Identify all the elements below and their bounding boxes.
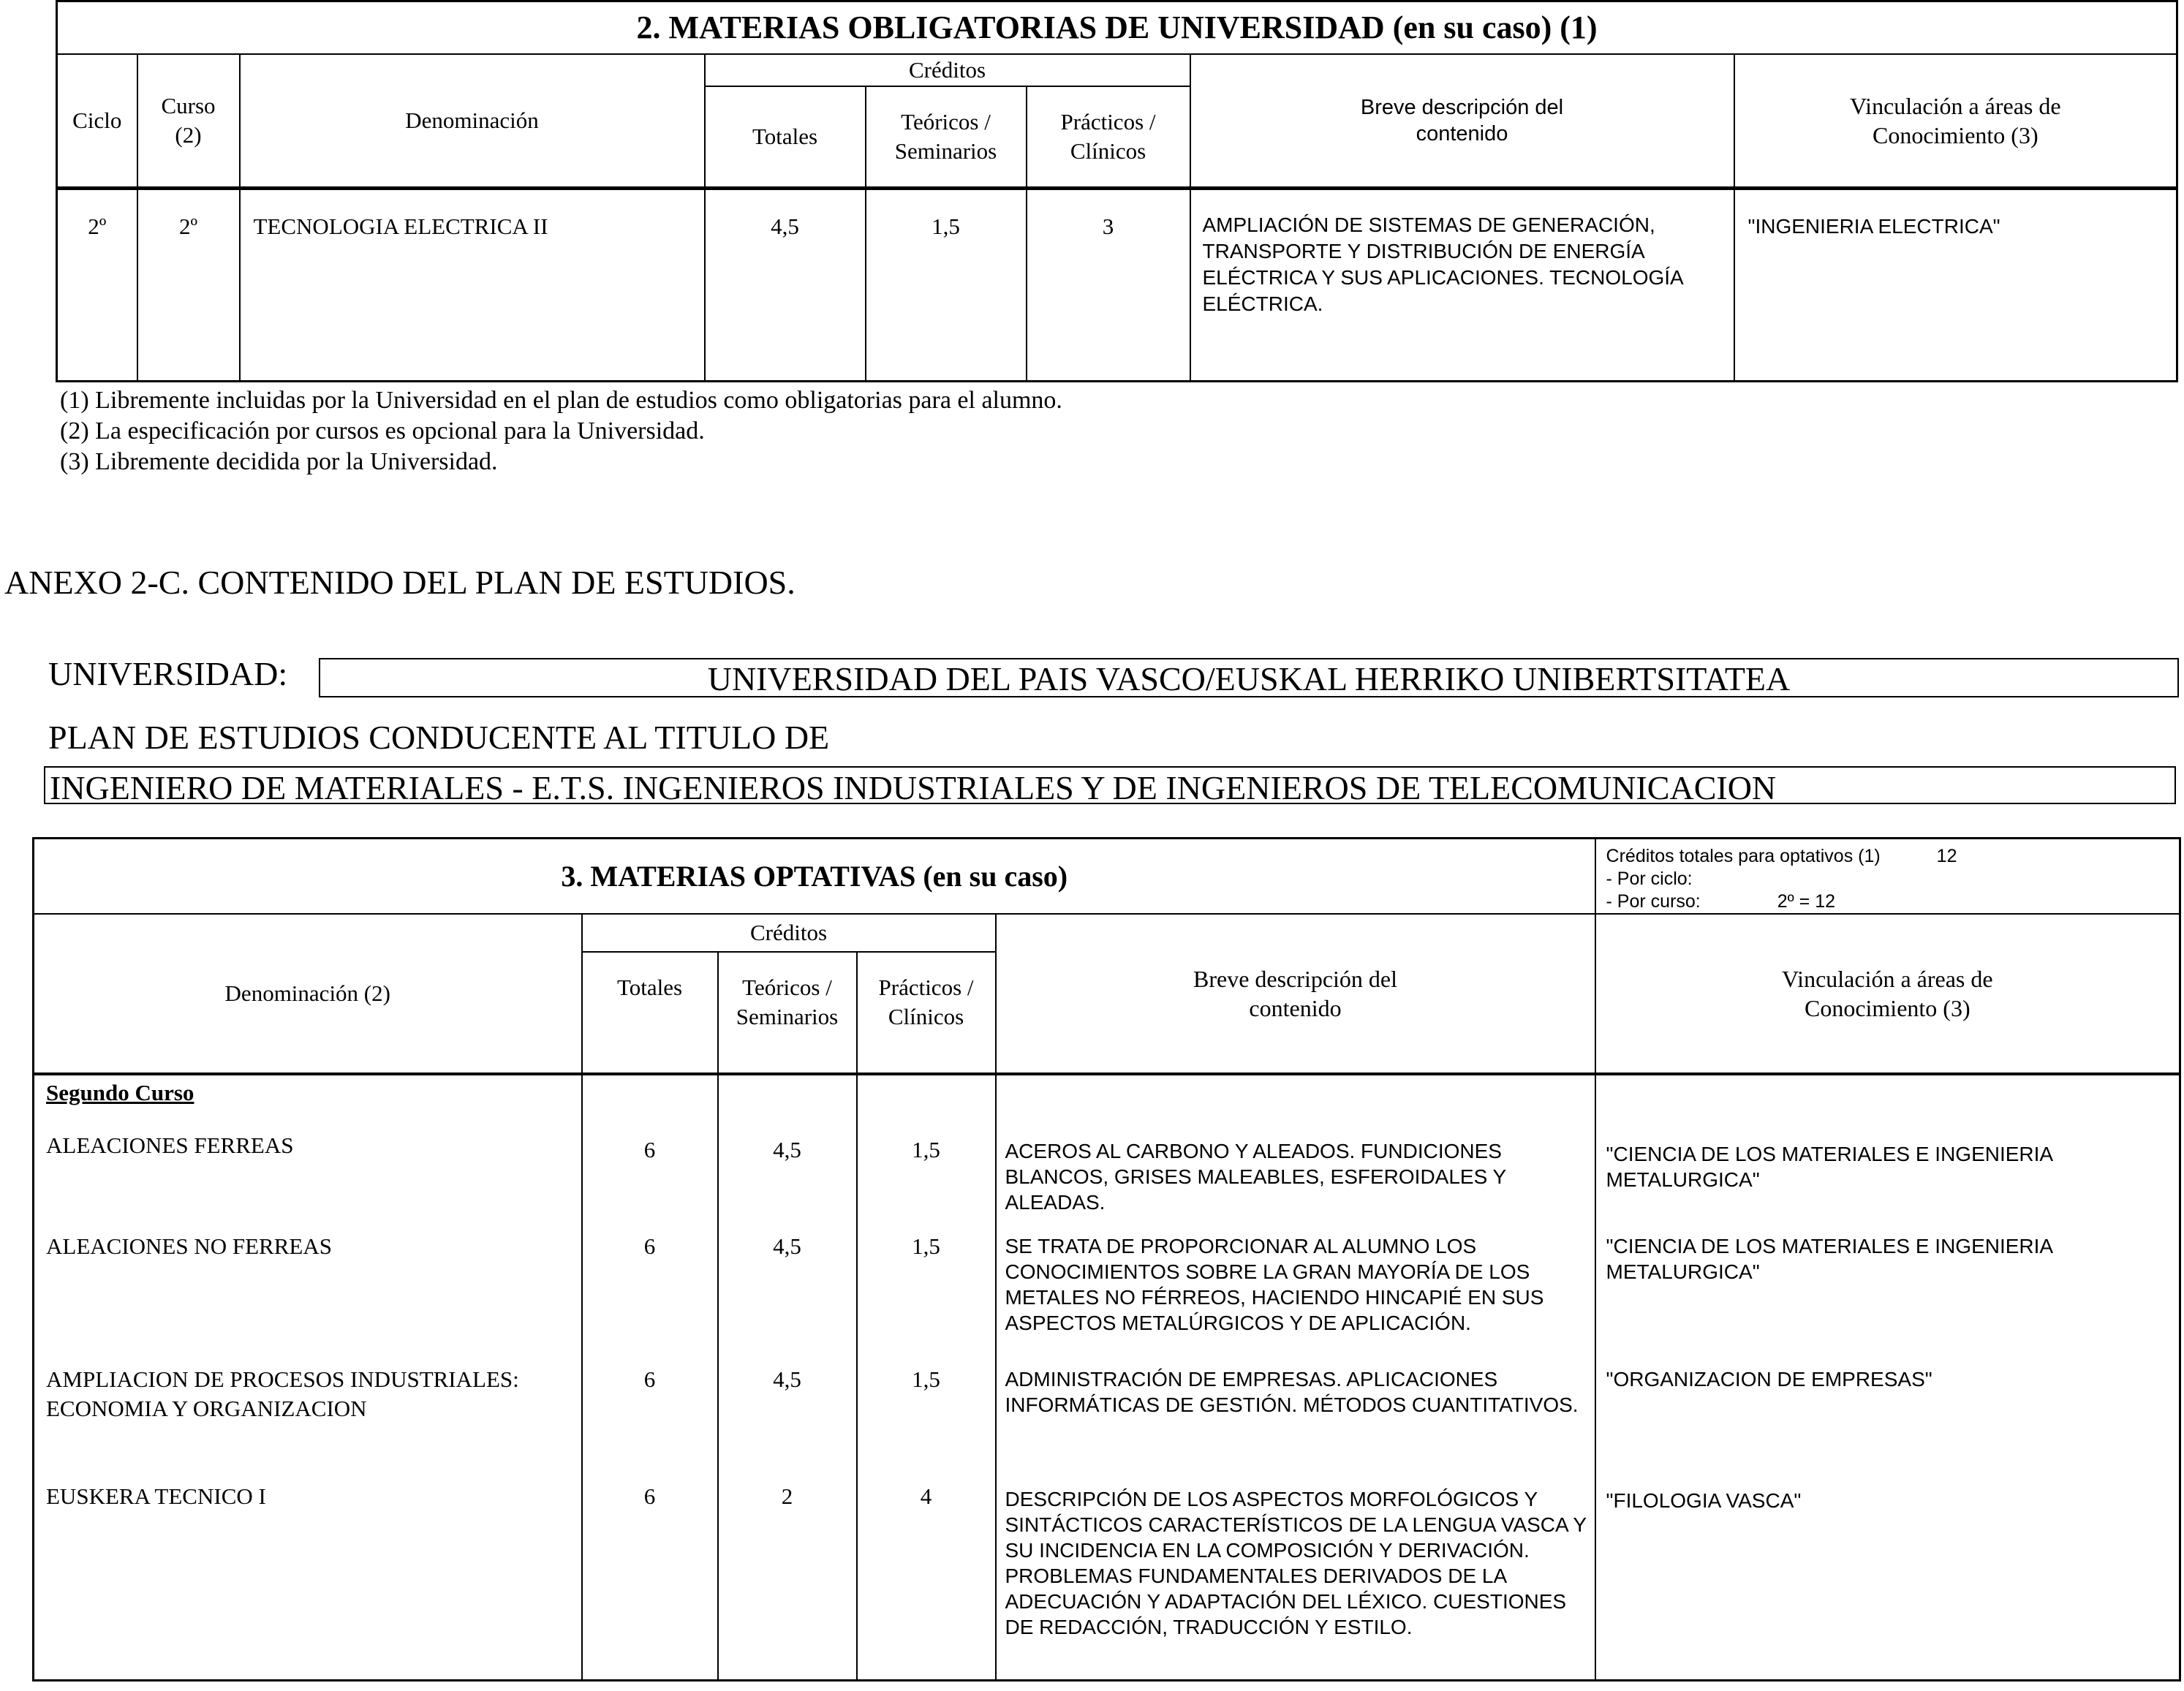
header-vinculacion-l2: Conocimiento (3)	[1872, 122, 2038, 148]
header-descripcion-2-l2: contenido	[1249, 995, 1342, 1021]
header-practicos-2	[857, 952, 996, 1074]
header-teoricos-2-l1: Teóricos /	[742, 975, 832, 1000]
cell-denominacion: TECNOLOGIA ELECTRICA II	[240, 189, 705, 382]
cell-teoricos: 2	[718, 1475, 857, 1681]
cell-denominacion: AMPLIACION DE PROCESOS INDUSTRIALES: ECONOMIA Y ORGANIZACION	[34, 1355, 582, 1475]
cell-denominacion: EUSKERA TECNICO I	[34, 1475, 582, 1681]
header-vinculacion-2	[1595, 914, 2180, 1074]
header-creditos: Créditos	[705, 54, 1190, 86]
header-creditos-2: Créditos	[582, 914, 996, 952]
cell-totales: 6	[582, 1355, 718, 1475]
cell-descripcion: AMPLIACIÓN DE SISTEMAS DE GENERACIÓN, TRANSPORTE Y DISTRIBUCIÓN DE ENERGÍA ELÉCTRICA Y SUS APLICACIONES. TECNOLOGÍA ELÉCTRICA.	[1190, 189, 1734, 382]
header-descripcion-l2: contenido	[1416, 122, 1508, 145]
cell-teoricos: 4,5	[718, 1111, 857, 1219]
header-curso-label: Curso	[161, 93, 216, 118]
cell-totales: 6	[582, 1475, 718, 1681]
header-descripcion	[1190, 54, 1734, 189]
footnote-2: (2) La especificación por cursos es opcional para la Universidad.	[60, 417, 705, 444]
cell-descripcion: DESCRIPCIÓN DE LOS ASPECTOS MORFOLÓGICOS Y SINTÁCTICOS CARACTERÍSTICOS DE LA LENGUA VASCA Y SU INCIDENCIA EN LA COMPOSICIÓN Y DERIVACIÓN. PROBLEMAS FUNDAMENTALES DERIVADOS DE LA ADECUACIÓN Y ADAPTACIÓN DEL LÉXICO. CUESTIONES DE REDACCIÓN, TRADUCCIÓN Y ESTILO.	[996, 1475, 1595, 1681]
cell-descripcion: ADMINISTRACIÓN DE EMPRESAS. APLICACIONES INFORMÁTICAS DE GESTIÓN. MÉTODOS CUANTITATIVOS.	[996, 1355, 1595, 1475]
cell-vinculacion: "CIENCIA DE LOS MATERIALES E INGENIERIA METALURGICA"	[1595, 1111, 2180, 1219]
anexo-title: ANEXO 2-C. CONTENIDO DEL PLAN DE ESTUDIOS.	[4, 564, 796, 601]
header-totales: Totales	[705, 86, 866, 189]
plan-value: INGENIERO DE MATERIALES - E.T.S. INGENIEROS INDUSTRIALES Y DE INGENIEROS DE TELECOMUNICACION	[44, 766, 2176, 804]
header-denominacion: Denominación	[240, 54, 705, 189]
cell-descripcion: ACEROS AL CARBONO Y ALEADOS. FUNDICIONES BLANCOS, GRISES MALEABLES, ESFEROIDALES Y ALEADAS.	[996, 1111, 1595, 1219]
obligatorias-table	[56, 0, 2178, 382]
table-row	[34, 1475, 2180, 1681]
footnote-3: (3) Libremente decidida por la Universidad.	[60, 448, 498, 475]
cell-ciclo: 2º	[57, 189, 137, 382]
cell-vinculacion: "INGENIERIA ELECTRICA"	[1734, 189, 2177, 382]
cell-totales: 6	[582, 1219, 718, 1355]
cell-denominacion: ALEACIONES NO FERREAS	[34, 1219, 582, 1355]
header-vinculacion-2-l2: Conocimiento (3)	[1804, 995, 1970, 1021]
por-curso-label: - Por curso:	[1606, 891, 1701, 912]
table-row	[34, 1219, 2180, 1355]
por-curso-value: 2º = 12	[1777, 891, 1836, 912]
header-ciclo: Ciclo	[57, 54, 137, 189]
header-totales-2: Totales	[582, 952, 718, 1074]
header-curso	[137, 54, 240, 189]
cell-denominacion: ALEACIONES FERREAS	[34, 1111, 582, 1219]
cell-practicos: 4	[857, 1475, 996, 1681]
por-curso-line	[1606, 890, 2180, 913]
cell-teoricos: 1,5	[866, 189, 1027, 382]
optativas-title: 3. MATERIAS OPTATIVAS (en su caso)	[34, 839, 1595, 915]
cell-totales: 6	[582, 1111, 718, 1219]
header-practicos-2-l2: Clínicos	[888, 1004, 964, 1029]
header-descripcion-l1: Breve descripción del	[1360, 96, 1564, 119]
plan-label: PLAN DE ESTUDIOS CONDUCENTE AL TITULO DE	[48, 719, 830, 756]
header-practicos	[1027, 86, 1190, 189]
header-practicos-2-l1: Prácticos /	[878, 975, 974, 1000]
section-segundo-curso: Segundo Curso	[34, 1074, 582, 1111]
creditos-totales-value: 12	[1936, 846, 1957, 866]
header-practicos-l1: Prácticos /	[1060, 109, 1156, 135]
header-descripcion-2	[996, 914, 1595, 1074]
footnote-1: (1) Libremente incluidas por la Universidad en el plan de estudios como obligatorias para el alumno.	[60, 387, 1062, 414]
header-practicos-l2: Clínicos	[1070, 138, 1146, 164]
header-teoricos-2-l2: Seminarios	[736, 1004, 839, 1029]
creditos-totales-line	[1606, 845, 2180, 868]
header-teoricos-l1: Teóricos /	[901, 109, 991, 135]
cell-vinculacion: "ORGANIZACION DE EMPRESAS"	[1595, 1355, 2180, 1475]
cell-vinculacion: "CIENCIA DE LOS MATERIALES E INGENIERIA METALURGICA"	[1595, 1219, 2180, 1355]
creditos-totales-label: Créditos totales para optativos (1)	[1606, 846, 1881, 866]
cell-vinculacion: "FILOLOGIA VASCA"	[1595, 1475, 2180, 1681]
cell-practicos: 1,5	[857, 1111, 996, 1219]
header-vinculacion-2-l1: Vinculación a áreas de	[1781, 966, 1993, 992]
header-curso-note: (2)	[175, 122, 202, 148]
header-denominacion-2: Denominación (2)	[34, 914, 582, 1074]
header-vinculacion	[1734, 54, 2177, 189]
obligatorias-title: 2. MATERIAS OBLIGATORIAS DE UNIVERSIDAD (en su caso) (1)	[57, 1, 2177, 55]
cell-practicos: 3	[1027, 189, 1190, 382]
cell-practicos: 1,5	[857, 1219, 996, 1355]
cell-teoricos: 4,5	[718, 1355, 857, 1475]
header-teoricos-2	[718, 952, 857, 1074]
header-teoricos-l2: Seminarios	[894, 138, 997, 164]
header-vinculacion-l1: Vinculación a áreas de	[1849, 93, 2061, 119]
creditos-totales-box	[1595, 839, 2180, 915]
table-row	[57, 189, 2177, 382]
table-row	[34, 1355, 2180, 1475]
universidad-value: UNIVERSIDAD DEL PAIS VASCO/EUSKAL HERRIKO UNIBERTSITATEA	[319, 658, 2179, 697]
cell-practicos: 1,5	[857, 1355, 996, 1475]
cell-curso: 2º	[137, 189, 240, 382]
header-descripcion-2-l1: Breve descripción del	[1193, 966, 1398, 992]
cell-teoricos: 4,5	[718, 1219, 857, 1355]
cell-descripcion: SE TRATA DE PROPORCIONAR AL ALUMNO LOS CONOCIMIENTOS SOBRE LA GRAN MAYORÍA DE LOS METALES NO FÉRREOS, HACIENDO HINCAPIÉ EN SUS ASPECTOS METALÚRGICOS Y DE APLICACIÓN.	[996, 1219, 1595, 1355]
table-row	[34, 1111, 2180, 1219]
header-teoricos	[866, 86, 1027, 189]
cell-totales: 4,5	[705, 189, 866, 382]
optativas-table	[32, 837, 2181, 1681]
universidad-label: UNIVERSIDAD:	[48, 655, 288, 692]
por-ciclo-label: - Por ciclo:	[1606, 869, 1693, 889]
